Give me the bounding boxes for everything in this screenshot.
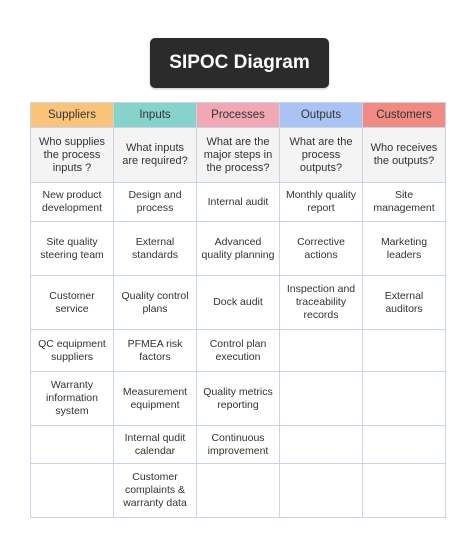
question-processes: What are the major steps in the process?: [197, 128, 280, 183]
table-row: [31, 372, 446, 426]
table-row: [31, 330, 446, 372]
table-row: [31, 426, 446, 464]
diagram-title: SIPOC Diagram: [150, 38, 329, 88]
cell-outputs: [280, 464, 363, 518]
cell-customers: Site management: [363, 183, 446, 222]
header-suppliers: Suppliers: [31, 103, 114, 128]
question-customers: Who receives the outputs?: [363, 128, 446, 183]
header-row: [31, 103, 446, 128]
cell-outputs: Corrective actions: [280, 222, 363, 276]
cell-suppliers: Customer service: [31, 276, 114, 330]
cell-customers: [363, 464, 446, 518]
table-row: [31, 183, 446, 222]
cell-inputs: PFMEA risk factors: [114, 330, 197, 372]
cell-outputs: Monthly quality report: [280, 183, 363, 222]
cell-inputs: External standards: [114, 222, 197, 276]
question-outputs: What are the process outputs?: [280, 128, 363, 183]
table-row: [31, 276, 446, 330]
cell-processes: Continuous improvement: [197, 426, 280, 464]
cell-processes: Advanced quality planning: [197, 222, 280, 276]
cell-inputs: Design and process: [114, 183, 197, 222]
cell-outputs: [280, 426, 363, 464]
cell-suppliers: New product development: [31, 183, 114, 222]
table-row: [31, 222, 446, 276]
cell-suppliers: Site quality steering team: [31, 222, 114, 276]
cell-inputs: Internal qudit calendar: [114, 426, 197, 464]
cell-suppliers: [31, 464, 114, 518]
cell-customers: External auditors: [363, 276, 446, 330]
cell-outputs: [280, 330, 363, 372]
cell-processes: Quality metrics reporting: [197, 372, 280, 426]
cell-inputs: Customer complaints & warranty data: [114, 464, 197, 518]
cell-suppliers: QC equipment suppliers: [31, 330, 114, 372]
sipoc-table: [30, 102, 446, 518]
cell-suppliers: Warranty information system: [31, 372, 114, 426]
header-processes: Processes: [197, 103, 280, 128]
cell-outputs: [280, 372, 363, 426]
cell-processes: Control plan execution: [197, 330, 280, 372]
table-row: [31, 464, 446, 518]
cell-inputs: Measurement equipment: [114, 372, 197, 426]
cell-processes: Internal audit: [197, 183, 280, 222]
header-customers: Customers: [363, 103, 446, 128]
cell-outputs: Inspection and traceability records: [280, 276, 363, 330]
cell-processes: Dock audit: [197, 276, 280, 330]
cell-processes: [197, 464, 280, 518]
question-row: [31, 128, 446, 183]
cell-customers: [363, 372, 446, 426]
header-inputs: Inputs: [114, 103, 197, 128]
question-inputs: What inputs are required?: [114, 128, 197, 183]
cell-customers: [363, 330, 446, 372]
cell-customers: [363, 426, 446, 464]
header-outputs: Outputs: [280, 103, 363, 128]
question-suppliers: Who supplies the process inputs ?: [31, 128, 114, 183]
cell-suppliers: [31, 426, 114, 464]
cell-inputs: Quality control plans: [114, 276, 197, 330]
cell-customers: Marketing leaders: [363, 222, 446, 276]
